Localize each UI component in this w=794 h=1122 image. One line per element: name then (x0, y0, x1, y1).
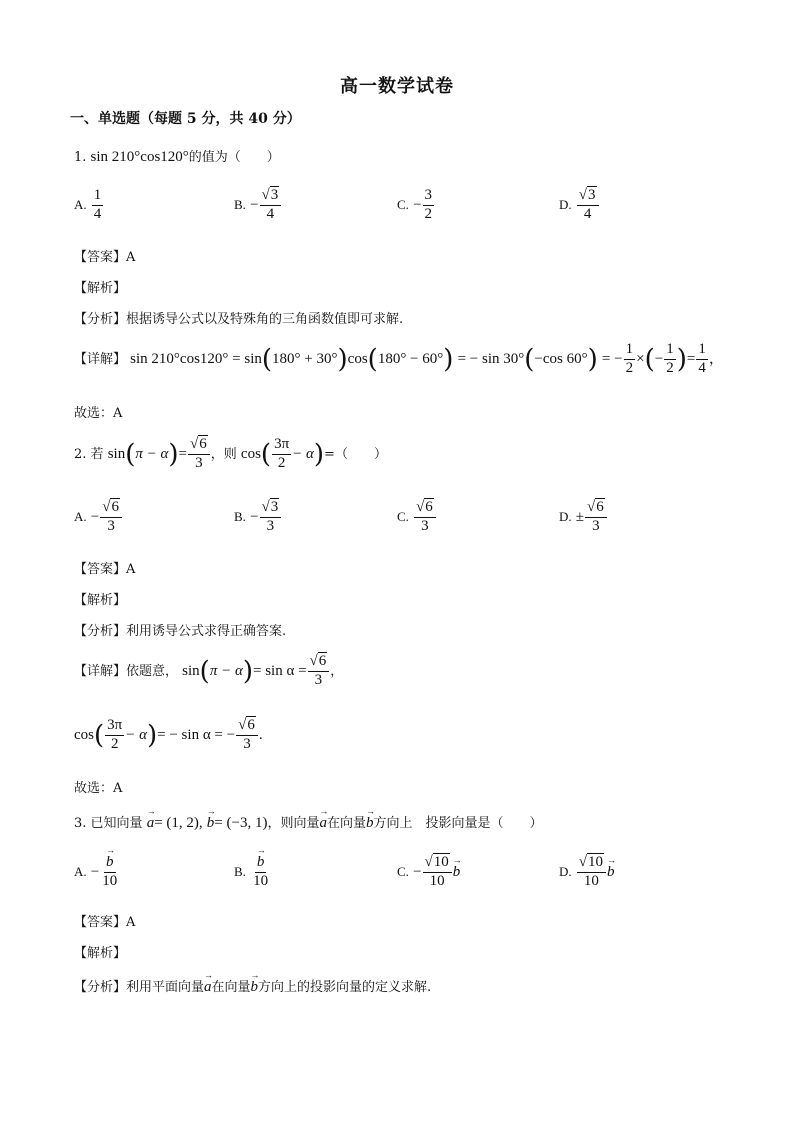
answer-2: 【答案】A (74, 562, 136, 577)
section-heading: 一、单选题（每题 5 分，共 40 分） (70, 111, 301, 127)
option-d: D. ± $\frac{√6}{3}$ (559, 500, 608, 535)
option-a: A. $\frac{1}{4}$ (74, 187, 102, 222)
fraction: $\frac{√3}{4}$ (260, 188, 282, 223)
option-d: D. $\frac{√10}{10}$ → b (559, 855, 615, 890)
question-1 (74, 146, 280, 166)
question-3: 3. 已知向量 → a= (1, 2), → b= (−3, 1)，则向量→ a在向量→ b方向上 投影向量是（ ） (74, 812, 543, 832)
fenxi-2: 【分析】利用诱导公式求得正确答案. (74, 624, 287, 639)
fraction: $\frac{√3}{4}$ (577, 188, 599, 223)
detail-1: 【详解】 sin 210°cos120° = sin(180° + 30°)cos(180° − 60°) = − sin 30°(−cos 60°) = − $\frac{1}{2}$ ×(− $\frac{1}{2}$ )= $\frac{1}{4}$ ， (74, 341, 724, 376)
analysis-label-2: 【解析】 (74, 593, 127, 608)
choice-1: 故选：A (74, 406, 123, 421)
option-b: B. → $\frac{b}{10}$ (234, 855, 271, 890)
question-2: 2. 若 sin(π − α)= $\frac{√6}{3}$ ，则 cos( $\frac{3\pi}{2}$ − α)=（ ） (74, 436, 387, 471)
fraction: $\frac{3}{2}$ (424, 187, 433, 222)
option-c: C. − $\frac{√10}{10}$ → b (397, 855, 460, 890)
detail-2-line2: cos( $\frac{3\pi}{2}$ − α)= − sin α = − $\frac{√6}{3}$ . (74, 717, 263, 752)
page-title: 高一数学试卷 (340, 76, 454, 97)
option-c: C. − $\frac{3}{2}$ (397, 187, 433, 222)
detail-2: 【详解】依题意， sin(π − α)= sin α = $\frac{√6}{3}$ ， (74, 653, 344, 688)
option-b: B. − $\frac{√3}{3}$ (234, 500, 282, 535)
fenxi-3: 【分析】利用平面向量→ a在向量→ b方向上的投影向量的定义求解. (74, 976, 431, 996)
question-number: 1. (74, 150, 87, 165)
analysis-label-3: 【解析】 (74, 946, 127, 961)
option-c: C. $\frac{√6}{3}$ (397, 500, 437, 535)
answer-1: 【答案】A (74, 250, 136, 265)
answer-3: 【答案】A (74, 915, 136, 930)
question-suffix: 的值为（ ） (188, 150, 280, 165)
fenxi-1: 【分析】根据诱导公式以及特殊角的三角函数值即可求解. (74, 312, 404, 327)
option-a: A. − → $\frac{b}{10}$ (74, 855, 120, 890)
fraction: $\frac{1}{4}$ (93, 187, 102, 222)
option-b: B. − $\frac{√3}{4}$ (234, 188, 282, 223)
choice-2: 故选：A (74, 781, 123, 796)
option-a: A. − $\frac{√6}{3}$ (74, 500, 123, 535)
analysis-label-1: 【解析】 (74, 281, 127, 296)
option-d: D. $\frac{√3}{4}$ (559, 188, 600, 223)
question-expression: sin 210°cos120° (90, 149, 189, 165)
